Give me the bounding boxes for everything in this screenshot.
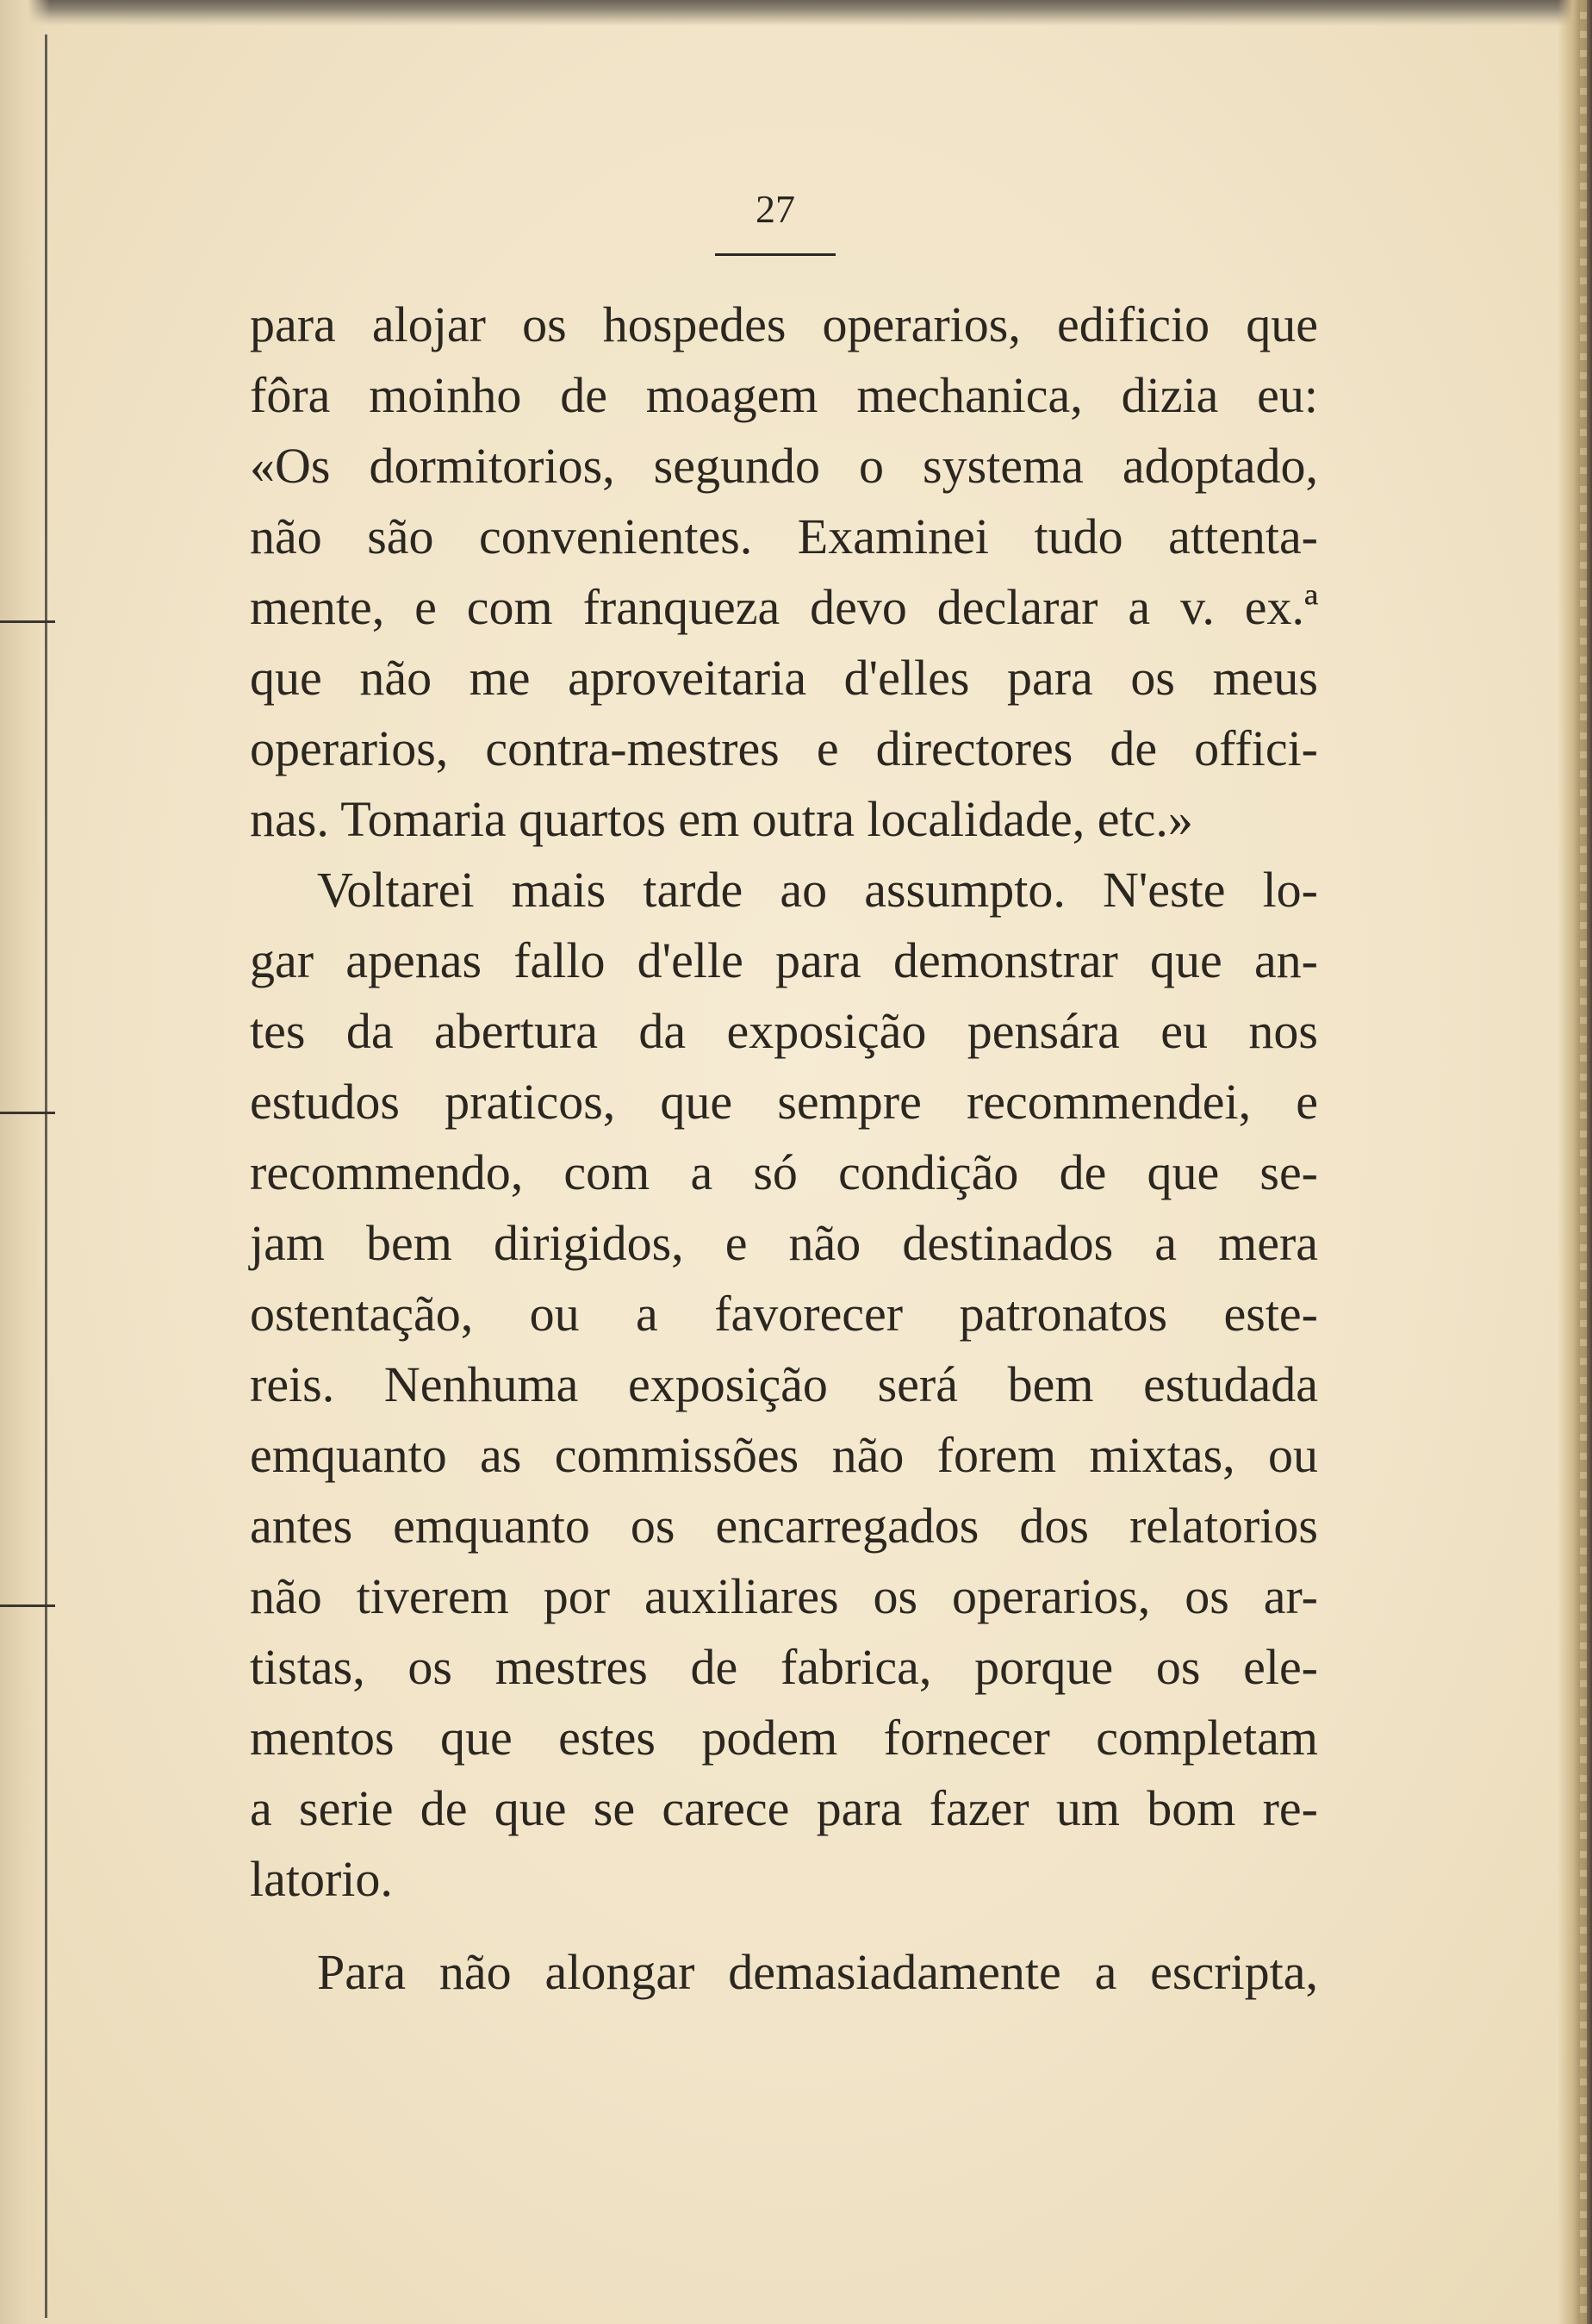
text-line: operarios, contra-mestres e directores de offici-: [250, 720, 1318, 776]
page-fore-edge: [1558, 0, 1592, 2324]
text-line: gar apenas fallo d'elle para demonstrar que an-: [250, 932, 1318, 988]
binding-thread-line: [45, 34, 47, 2318]
binding-stitch-mark: [0, 620, 55, 623]
text-line: tes da abertura da exposição pensára eu nos: [250, 1003, 1318, 1059]
text-line: fôra moinho de moagem mechanica, dizia eu:: [250, 367, 1318, 423]
body-text: [250, 290, 1318, 2008]
text-line: mentos que estes podem fornecer completam: [250, 1710, 1318, 1766]
text-line: latorio.: [250, 1851, 393, 1907]
page-number: 27: [756, 187, 795, 231]
text-line: emquanto as commissões não forem mixtas, ou: [250, 1427, 1318, 1483]
binding-stitch-mark: [0, 1112, 55, 1114]
page-top-edge: [0, 0, 1592, 26]
text-line: nas. Tomaria quartos em outra localidade, etc.»: [250, 791, 1193, 847]
page-stack-edge: [1580, 0, 1587, 2324]
binding-gutter: [0, 0, 50, 2324]
text-line: reis. Nenhuma exposição será bem estudada: [250, 1356, 1318, 1412]
text-line: que não me aproveitaria d'elles para os meus: [250, 650, 1318, 706]
text-line: tistas, os mestres de fabrica, porque os ele-: [250, 1639, 1318, 1695]
text-line: Voltarei mais tarde ao assumpto. N'este lo-: [317, 862, 1318, 918]
text-line: estudos praticos, que sempre recommendei, e: [250, 1074, 1318, 1130]
text-line: mente, e com franqueza devo declarar a v. ex.ª: [250, 579, 1318, 635]
text-line: «Os dormitorios, segundo o systema adoptado,: [250, 438, 1318, 494]
text-line: Para não alongar demasiadamente a escripta,: [317, 1944, 1318, 2000]
text-line: jam bem dirigidos, e não destinados a mera: [250, 1215, 1318, 1271]
binding-stitch-mark: [0, 1604, 55, 1607]
text-line: ostentação, ou a favorecer patronatos este-: [250, 1286, 1318, 1342]
text-line: antes emquanto os encarregados dos relatorios: [250, 1498, 1318, 1554]
text-line: não tiverem por auxiliares os operarios, os ar-: [250, 1568, 1318, 1624]
text-line: não são convenientes. Examinei tudo attenta-: [250, 508, 1318, 564]
text-line: para alojar os hospedes operarios, edificio que: [250, 296, 1318, 352]
text-line: recommendo, com a só condição de que se-: [250, 1144, 1318, 1200]
paragraph-spacer: [250, 1915, 1318, 1937]
text-line: a serie de que se carece para fazer um bom re-: [250, 1780, 1318, 1836]
page-number-rule: [715, 253, 836, 256]
